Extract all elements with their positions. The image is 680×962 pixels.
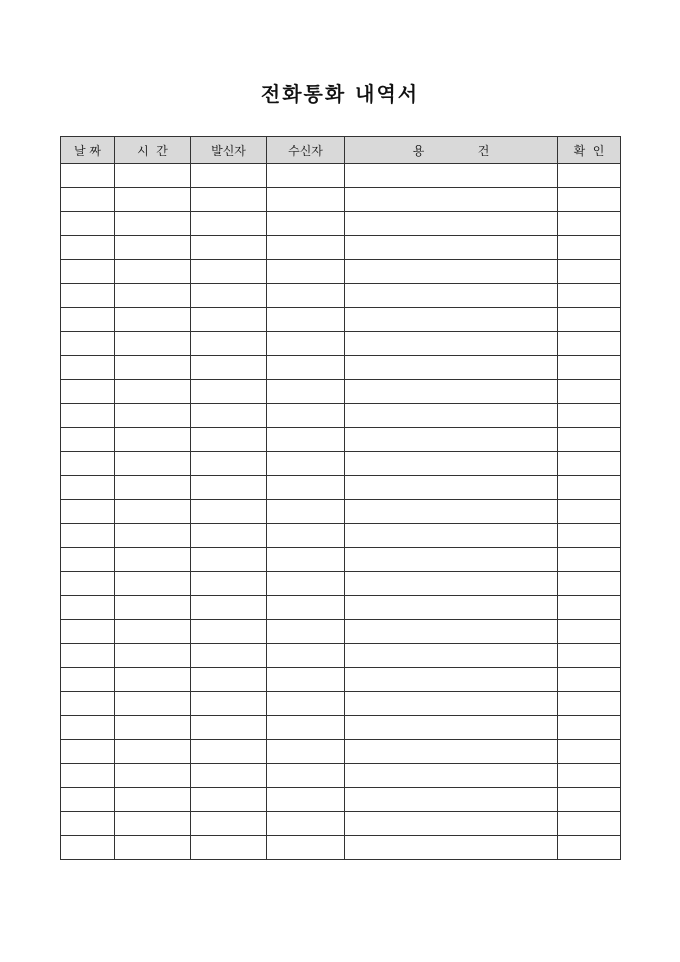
table-row [61,524,621,548]
confirm-cell[interactable] [558,188,621,212]
caller-cell[interactable] [191,692,267,716]
table-row [61,548,621,572]
receiver-cell[interactable] [267,572,345,596]
time-cell[interactable] [115,716,191,740]
purpose-cell[interactable] [345,284,558,308]
header-purpose: 용 건 [345,137,558,164]
receiver-cell[interactable] [267,428,345,452]
purpose-cell[interactable] [345,740,558,764]
caller-cell[interactable] [191,788,267,812]
caller-cell[interactable] [191,188,267,212]
purpose-cell[interactable] [345,236,558,260]
table-row [61,188,621,212]
purpose-cell[interactable] [345,356,558,380]
date-cell[interactable] [61,404,115,428]
time-cell[interactable] [115,500,191,524]
purpose-cell[interactable] [345,524,558,548]
date-cell[interactable] [61,764,115,788]
table-row [61,212,621,236]
receiver-cell[interactable] [267,236,345,260]
confirm-cell[interactable] [558,476,621,500]
caller-cell[interactable] [191,764,267,788]
date-cell[interactable] [61,596,115,620]
date-cell[interactable] [61,332,115,356]
time-cell[interactable] [115,740,191,764]
header-receiver: 수신자 [267,137,345,164]
confirm-cell[interactable] [558,836,621,860]
confirm-cell[interactable] [558,164,621,188]
caller-cell[interactable] [191,500,267,524]
time-cell[interactable] [115,596,191,620]
purpose-cell[interactable] [345,332,558,356]
purpose-cell[interactable] [345,164,558,188]
purpose-cell[interactable] [345,380,558,404]
confirm-cell[interactable] [558,716,621,740]
purpose-cell[interactable] [345,668,558,692]
time-cell[interactable] [115,692,191,716]
receiver-cell[interactable] [267,548,345,572]
table-row [61,572,621,596]
purpose-cell[interactable] [345,764,558,788]
table-row [61,308,621,332]
caller-cell[interactable] [191,428,267,452]
confirm-cell[interactable] [558,524,621,548]
caller-cell[interactable] [191,332,267,356]
time-cell[interactable] [115,404,191,428]
confirm-cell[interactable] [558,668,621,692]
header-caller: 발신자 [191,137,267,164]
receiver-cell[interactable] [267,788,345,812]
purpose-cell[interactable] [345,212,558,236]
date-cell[interactable] [61,428,115,452]
table-row [61,836,621,860]
table-row [61,236,621,260]
header-confirm: 확 인 [558,137,621,164]
time-cell[interactable] [115,476,191,500]
confirm-cell[interactable] [558,452,621,476]
time-cell[interactable] [115,380,191,404]
confirm-cell[interactable] [558,548,621,572]
receiver-cell[interactable] [267,764,345,788]
confirm-cell[interactable] [558,332,621,356]
purpose-cell[interactable] [345,548,558,572]
receiver-cell[interactable] [267,332,345,356]
caller-cell[interactable] [191,236,267,260]
confirm-cell[interactable] [558,356,621,380]
receiver-cell[interactable] [267,284,345,308]
confirm-cell[interactable] [558,428,621,452]
date-cell[interactable] [61,356,115,380]
time-cell[interactable] [115,668,191,692]
receiver-cell[interactable] [267,812,345,836]
date-cell[interactable] [61,620,115,644]
date-cell[interactable] [61,812,115,836]
caller-cell[interactable] [191,572,267,596]
time-cell[interactable] [115,212,191,236]
table-row [61,764,621,788]
header-time: 시 간 [115,137,191,164]
time-cell[interactable] [115,764,191,788]
receiver-cell[interactable] [267,740,345,764]
caller-cell[interactable] [191,380,267,404]
table-row [61,716,621,740]
confirm-cell[interactable] [558,644,621,668]
receiver-cell[interactable] [267,188,345,212]
receiver-cell[interactable] [267,500,345,524]
time-cell[interactable] [115,548,191,572]
purpose-cell[interactable] [345,812,558,836]
purpose-cell[interactable] [345,452,558,476]
confirm-cell[interactable] [558,620,621,644]
date-cell[interactable] [61,692,115,716]
caller-cell[interactable] [191,308,267,332]
table-row [61,164,621,188]
time-cell[interactable] [115,524,191,548]
time-cell[interactable] [115,308,191,332]
date-cell[interactable] [61,836,115,860]
caller-cell[interactable] [191,668,267,692]
date-cell[interactable] [61,788,115,812]
time-cell[interactable] [115,260,191,284]
confirm-cell[interactable] [558,692,621,716]
table-row [61,260,621,284]
time-cell[interactable] [115,620,191,644]
receiver-cell[interactable] [267,716,345,740]
table-row [61,404,621,428]
date-cell[interactable] [61,572,115,596]
caller-cell[interactable] [191,644,267,668]
date-cell[interactable] [61,188,115,212]
caller-cell[interactable] [191,452,267,476]
time-cell[interactable] [115,236,191,260]
time-cell[interactable] [115,836,191,860]
table-row [61,620,621,644]
table-row [61,452,621,476]
purpose-cell[interactable] [345,404,558,428]
confirm-cell[interactable] [558,380,621,404]
date-cell[interactable] [61,476,115,500]
call-log-table [60,136,621,860]
purpose-cell[interactable] [345,572,558,596]
time-cell[interactable] [115,188,191,212]
caller-cell[interactable] [191,404,267,428]
receiver-cell[interactable] [267,668,345,692]
date-cell[interactable] [61,740,115,764]
table-row [61,476,621,500]
date-cell[interactable] [61,380,115,404]
table-row [61,596,621,620]
purpose-cell[interactable] [345,620,558,644]
time-cell[interactable] [115,284,191,308]
document-title: 전화통화 내역서 [260,82,420,106]
caller-cell[interactable] [191,836,267,860]
caller-cell[interactable] [191,740,267,764]
confirm-cell[interactable] [558,260,621,284]
purpose-cell[interactable] [345,500,558,524]
purpose-cell[interactable] [345,428,558,452]
date-cell[interactable] [61,236,115,260]
caller-cell[interactable] [191,476,267,500]
receiver-cell[interactable] [267,620,345,644]
purpose-cell[interactable] [345,260,558,284]
time-cell[interactable] [115,788,191,812]
receiver-cell[interactable] [267,356,345,380]
receiver-cell[interactable] [267,260,345,284]
purpose-cell[interactable] [345,308,558,332]
confirm-cell[interactable] [558,500,621,524]
table-row [61,668,621,692]
date-cell[interactable] [61,548,115,572]
confirm-cell[interactable] [558,308,621,332]
date-cell[interactable] [61,644,115,668]
table-row [61,356,621,380]
confirm-cell[interactable] [558,404,621,428]
confirm-cell[interactable] [558,284,621,308]
caller-cell[interactable] [191,524,267,548]
date-cell[interactable] [61,716,115,740]
table-row [61,788,621,812]
table-row [61,644,621,668]
confirm-cell[interactable] [558,764,621,788]
receiver-cell[interactable] [267,644,345,668]
time-cell[interactable] [115,164,191,188]
caller-cell[interactable] [191,260,267,284]
receiver-cell[interactable] [267,308,345,332]
caller-cell[interactable] [191,716,267,740]
caller-cell[interactable] [191,620,267,644]
table-row [61,428,621,452]
time-cell[interactable] [115,452,191,476]
confirm-cell[interactable] [558,740,621,764]
time-cell[interactable] [115,332,191,356]
date-cell[interactable] [61,452,115,476]
purpose-cell[interactable] [345,596,558,620]
table-row [61,332,621,356]
confirm-cell[interactable] [558,212,621,236]
receiver-cell[interactable] [267,404,345,428]
receiver-cell[interactable] [267,476,345,500]
header-row [61,137,621,164]
purpose-cell[interactable] [345,644,558,668]
caller-cell[interactable] [191,212,267,236]
date-cell[interactable] [61,500,115,524]
table-row [61,284,621,308]
purpose-cell[interactable] [345,716,558,740]
receiver-cell[interactable] [267,212,345,236]
caller-cell[interactable] [191,284,267,308]
date-cell[interactable] [61,524,115,548]
caller-cell[interactable] [191,596,267,620]
receiver-cell[interactable] [267,164,345,188]
table-row [61,380,621,404]
purpose-cell[interactable] [345,836,558,860]
confirm-cell[interactable] [558,788,621,812]
caller-cell[interactable] [191,356,267,380]
time-cell[interactable] [115,644,191,668]
receiver-cell[interactable] [267,452,345,476]
table-row [61,692,621,716]
time-cell[interactable] [115,572,191,596]
confirm-cell[interactable] [558,812,621,836]
confirm-cell[interactable] [558,596,621,620]
caller-cell[interactable] [191,812,267,836]
date-cell[interactable] [61,668,115,692]
date-cell[interactable] [61,260,115,284]
caller-cell[interactable] [191,164,267,188]
date-cell[interactable] [61,212,115,236]
confirm-cell[interactable] [558,572,621,596]
table-row [61,740,621,764]
header-date: 날 짜 [61,137,115,164]
date-cell[interactable] [61,164,115,188]
table-row [61,500,621,524]
purpose-cell[interactable] [345,692,558,716]
purpose-cell[interactable] [345,788,558,812]
time-cell[interactable] [115,812,191,836]
purpose-cell[interactable] [345,476,558,500]
receiver-cell[interactable] [267,380,345,404]
time-cell[interactable] [115,428,191,452]
caller-cell[interactable] [191,548,267,572]
table-row [61,812,621,836]
receiver-cell[interactable] [267,836,345,860]
table-body [61,164,621,860]
time-cell[interactable] [115,356,191,380]
date-cell[interactable] [61,308,115,332]
receiver-cell[interactable] [267,692,345,716]
purpose-cell[interactable] [345,188,558,212]
confirm-cell[interactable] [558,236,621,260]
receiver-cell[interactable] [267,596,345,620]
receiver-cell[interactable] [267,524,345,548]
date-cell[interactable] [61,284,115,308]
